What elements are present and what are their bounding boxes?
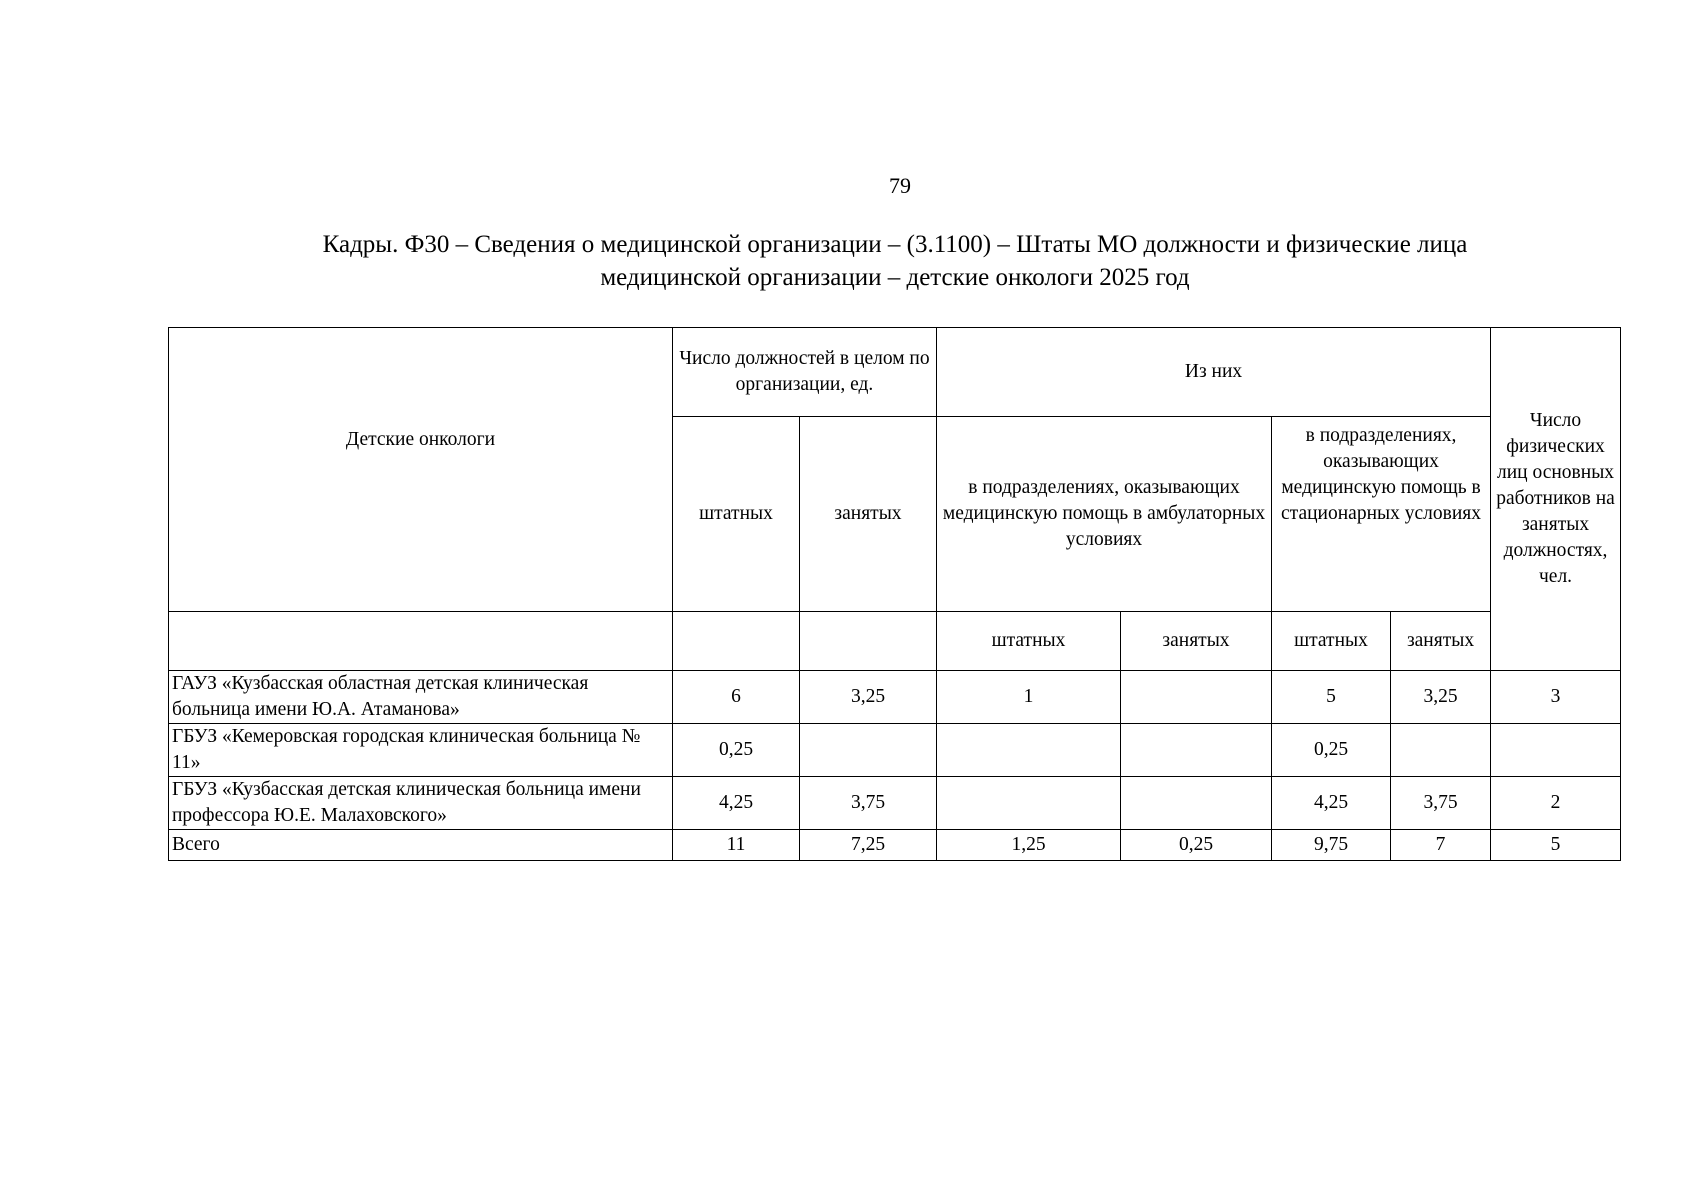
table-row xyxy=(169,671,1621,724)
page-title xyxy=(220,228,1570,294)
cell-occupied: 3,25 xyxy=(800,671,937,724)
table-row xyxy=(169,724,1621,777)
cell-persons: 3 xyxy=(1491,671,1621,724)
cell-persons: 2 xyxy=(1491,777,1621,830)
header-ambulatory: в подразделениях, оказывающих медицинскую помощь в амбулаторных условиях xyxy=(937,417,1272,612)
cell-persons xyxy=(1491,724,1621,777)
header-amb-staff: штатных xyxy=(937,612,1121,671)
cell-inp-staff: 5 xyxy=(1272,671,1391,724)
cell-amb-occupied xyxy=(1121,724,1272,777)
total-staff: 11 xyxy=(673,830,800,861)
cell-staff: 6 xyxy=(673,671,800,724)
org-name: ГБУЗ «Кузбасская детская клиническая больница имени профессора Ю.Е. Малаховского» xyxy=(169,777,673,830)
header-occupied: занятых xyxy=(800,417,937,612)
cell-staff: 4,25 xyxy=(673,777,800,830)
cell-amb-staff: 1 xyxy=(937,671,1121,724)
cell-amb-staff xyxy=(937,777,1121,830)
total-amb-staff: 1,25 xyxy=(937,830,1121,861)
header-amb-occupied: занятых xyxy=(1121,612,1272,671)
header-inp-occupied: занятых xyxy=(1391,612,1491,671)
header-staff: штатных xyxy=(673,417,800,612)
cell-inp-occupied: 3,75 xyxy=(1391,777,1491,830)
title-line-1: Кадры. Ф30 – Сведения о медицинской организации – (3.1100) – Штаты МО должности и физические лица xyxy=(322,231,1468,258)
header-inpatient: в подразделениях, оказывающих медицинскую помощь в стационарных условиях xyxy=(1272,417,1491,612)
table-row xyxy=(169,777,1621,830)
cell-occupied: 3,75 xyxy=(800,777,937,830)
total-inp-staff: 9,75 xyxy=(1272,830,1391,861)
org-name: ГАУЗ «Кузбасская областная детская клиническая больница имени Ю.А. Атаманова» xyxy=(169,671,673,724)
header-of-them: Из них xyxy=(937,328,1491,417)
org-name: ГБУЗ «Кемеровская городская клиническая больница № 11» xyxy=(169,724,673,777)
staff-table xyxy=(168,327,1621,861)
total-occupied: 7,25 xyxy=(800,830,937,861)
total-row xyxy=(169,830,1621,861)
cell-amb-occupied xyxy=(1121,671,1272,724)
header-empty-name xyxy=(169,612,673,671)
total-inp-occupied: 7 xyxy=(1391,830,1491,861)
cell-amb-staff xyxy=(937,724,1121,777)
header-inp-staff: штатных xyxy=(1272,612,1391,671)
cell-occupied xyxy=(800,724,937,777)
cell-inp-occupied: 3,25 xyxy=(1391,671,1491,724)
total-label: Всего xyxy=(169,830,673,861)
header-physical-persons: Число физических лиц основных работников на занятых должностях, чел. xyxy=(1491,328,1621,671)
cell-inp-staff: 0,25 xyxy=(1272,724,1391,777)
total-persons: 5 xyxy=(1491,830,1621,861)
title-line-2: медицинской организации – детские онкологи 2025 год xyxy=(600,264,1190,291)
total-amb-occupied: 0,25 xyxy=(1121,830,1272,861)
header-empty-staff xyxy=(673,612,800,671)
cell-amb-occupied xyxy=(1121,777,1272,830)
cell-inp-staff: 4,25 xyxy=(1272,777,1391,830)
page-number: 79 xyxy=(889,173,911,198)
header-empty-occupied xyxy=(800,612,937,671)
header-name: Детские онкологи xyxy=(169,328,673,612)
cell-inp-occupied xyxy=(1391,724,1491,777)
cell-staff: 0,25 xyxy=(673,724,800,777)
header-positions-total: Число должностей в целом по организации, ед. xyxy=(673,328,937,417)
